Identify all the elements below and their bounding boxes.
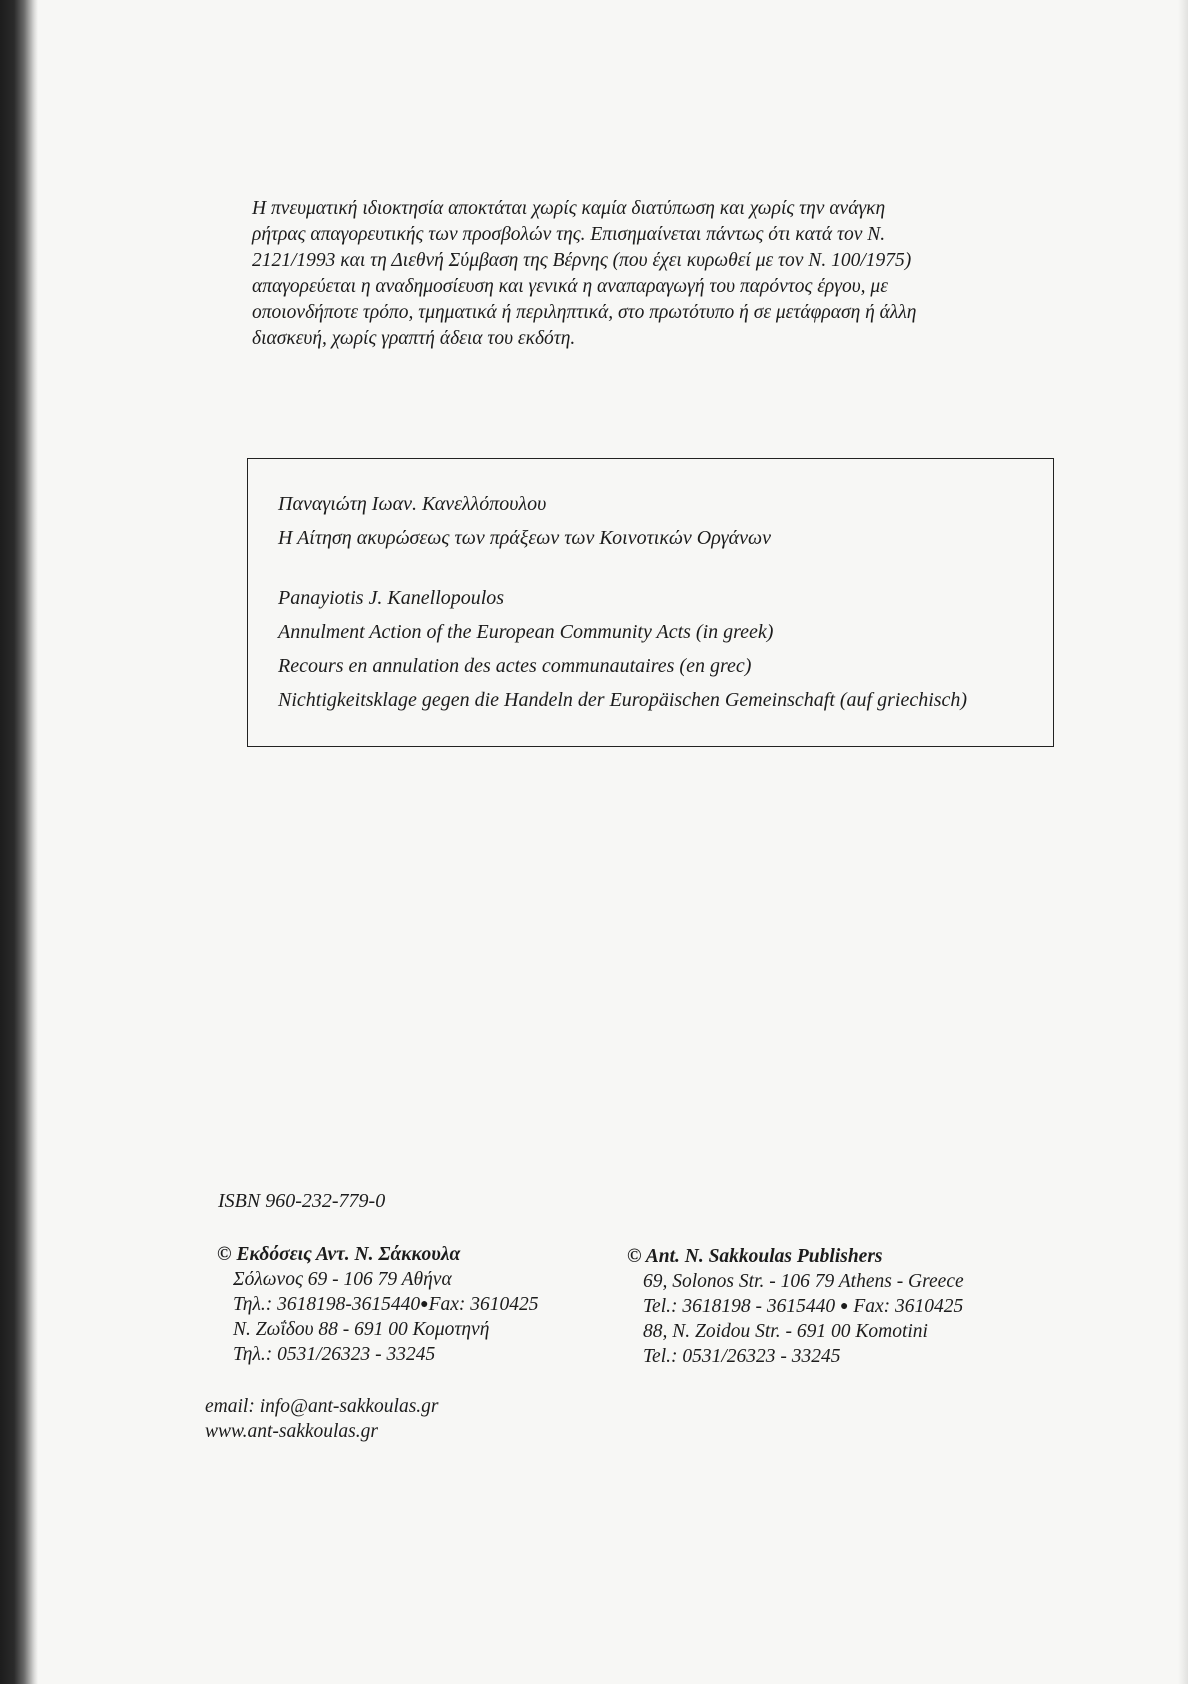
website-link[interactable]: www.ant-sakkoulas.gr [205, 1421, 378, 1442]
book-title-box [247, 458, 1054, 747]
copyright-line: διασκευή, χωρίς γραπτή άδεια του εκδότη. [252, 328, 576, 349]
publisher-greek-address-2: Ν. Ζωΐδου 88 - 691 00 Κομοτηνή [233, 1319, 490, 1340]
email-link[interactable]: email: info@ant-sakkoulas.gr [205, 1396, 439, 1417]
contact-info [205, 1394, 439, 1444]
greek-author: Παναγιώτη Ιωαν. Κανελλόπουλου [278, 493, 547, 515]
phone-number: Tel.: 3618198 - 3615440 [643, 1296, 836, 1317]
copyright-line: ρήτρας απαγορευτικής των προσβολών της. Επισημαίνεται πάντως ότι κατά τον Ν. [252, 224, 886, 245]
publisher-english-address-2: 88, N. Zoidou Str. - 691 00 Komotini [643, 1321, 928, 1342]
publisher-english [627, 1244, 964, 1369]
bullet-icon: ● [840, 1299, 849, 1314]
publisher-english-heading: © Ant. N. Sakkoulas Publishers [627, 1246, 883, 1267]
page-binding-shadow [0, 0, 38, 1684]
publisher-english-phone-fax [627, 1294, 964, 1319]
publisher-greek-address: Σόλωνος 69 - 106 79 Αθήνα [233, 1269, 452, 1290]
copyright-line: 2121/1993 και τη Διεθνή Σύμβαση της Βέρνης (που έχει κυρωθεί με τον Ν. 100/1975) [252, 250, 912, 271]
page-edge-shadow [1178, 0, 1188, 1684]
publisher-english-address: 69, Solonos Str. - 106 79 Athens - Greece [643, 1271, 964, 1292]
greek-title: Η Αίτηση ακυρώσεως των πράξεων των Κοινοτικών Οργάνων [278, 527, 772, 549]
latin-author: Panayiotis J. Kanellopoulos [278, 587, 505, 609]
german-title: Nichtigkeitsklage gegen die Handeln der Europäischen Gemeinschaft (auf griechisch) [278, 689, 968, 711]
publisher-english-phone-2: Tel.: 0531/26323 - 33245 [643, 1346, 841, 1367]
bullet-icon: ● [420, 1297, 429, 1312]
phone-number: Τηλ.: 3618198-3615440 [233, 1294, 421, 1315]
fax-number: Fax: 3610425 [428, 1294, 539, 1315]
publisher-greek-heading: © Εκδόσεις Αντ. Ν. Σάκκουλα [217, 1244, 461, 1265]
copyright-line: οποιονδήποτε τρόπο, τμηματικά ή περιληπτικά, στο πρωτότυπο ή σε μετάφραση ή άλλη [252, 302, 917, 323]
english-title: Annulment Action of the European Community Acts (in greek) [278, 621, 774, 643]
copyright-line: Η πνευματική ιδιοκτησία αποκτάται χωρίς καμία διατύπωση και χωρίς την ανάγκη [252, 198, 886, 219]
fax-number: Fax: 3610425 [853, 1296, 964, 1317]
copyright-notice [252, 196, 1024, 352]
french-title: Recours en annulation des actes communautaires (en grec) [278, 655, 752, 677]
copyright-line: απαγορεύεται η αναδημοσίευση και γενικά η αναπαραγωγή του παρόντος έργου, με [252, 276, 888, 297]
publisher-greek-phone-2: Τηλ.: 0531/26323 - 33245 [233, 1344, 436, 1365]
publisher-greek-phone-fax [217, 1292, 539, 1317]
isbn: ISBN 960-232-779-0 [218, 1190, 386, 1212]
publisher-greek [217, 1242, 539, 1367]
